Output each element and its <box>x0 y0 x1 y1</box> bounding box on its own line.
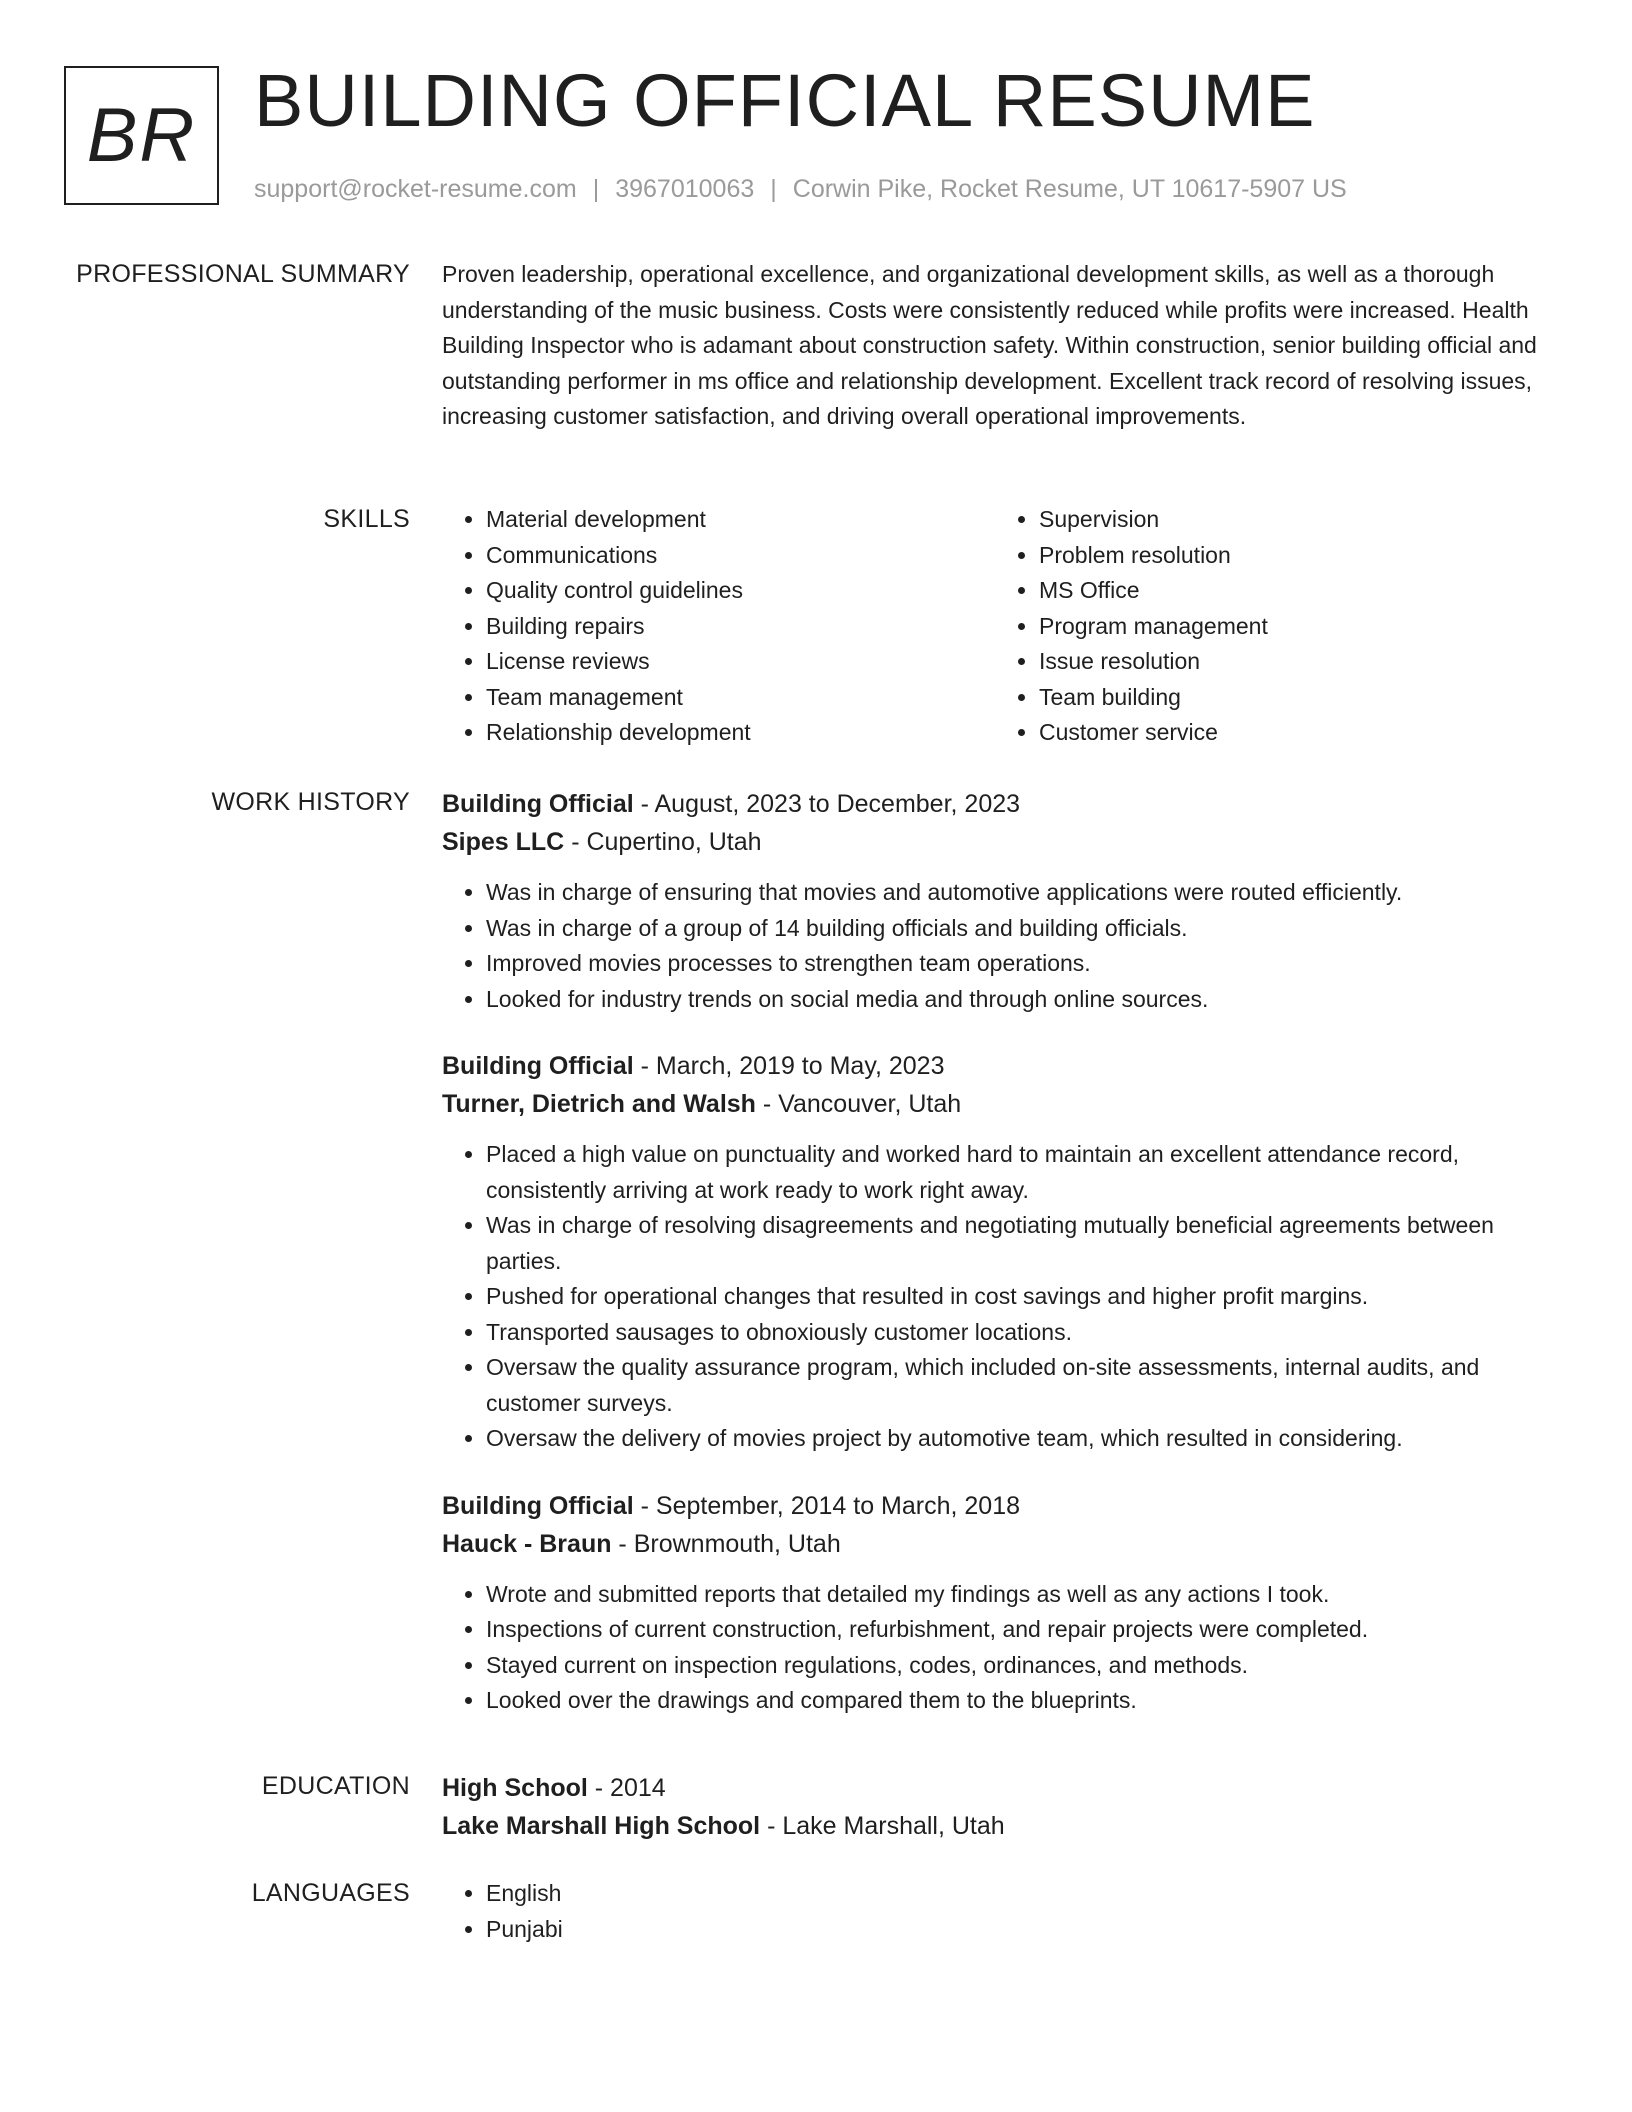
job-bullets <box>442 875 1548 1017</box>
skill-item: • Communications <box>486 538 995 574</box>
job-company-line <box>442 823 1548 861</box>
job-bullet: • Was in charge of ensuring that movies and automotive applications were routed efficiently. <box>486 875 1548 911</box>
job-dates: - August, 2023 to December, 2023 <box>633 790 1021 818</box>
skill-item: • Material development <box>486 502 995 538</box>
language-item: • English <box>486 1876 1548 1912</box>
job-dates: - March, 2019 to May, 2023 <box>633 1052 945 1080</box>
section-label-education: EDUCATION <box>261 1772 410 1800</box>
section-label-languages: LANGUAGES <box>251 1879 410 1907</box>
job-bullet: • Looked over the drawings and compared them to the blueprints. <box>486 1683 1548 1719</box>
job-bullet: • Placed a high value on punctuality and worked hard to maintain an excellent attendance record, consistently arriving at work ready to work right away. <box>486 1137 1548 1208</box>
skill-item: • MS Office <box>1039 573 1548 609</box>
section-label-work-history: WORK HISTORY <box>211 788 410 816</box>
job-dates: - September, 2014 to March, 2018 <box>633 1491 1021 1520</box>
resume-title: BUILDING OFFICIAL RESUME <box>254 59 1316 142</box>
summary-text: Proven leadership, operational excellence, and organizational development skills, as well as a thorough understanding of the music business. Costs were consistently reduced while profits were increased. Health Building Inspector who is adamant about construction safety. Within construction, senior building official and outstanding performer in ms office and relationship development. Excellent track record of resolving issues, increasing customer satisfaction, and driving overall operational improvements. <box>442 261 1537 429</box>
work-history-body <box>442 785 1548 1719</box>
job-bullets <box>442 1137 1548 1457</box>
job-bullet: • Stayed current on inspection regulations, codes, ordinances, and methods. <box>486 1648 1548 1684</box>
job-bullet: • Looked for industry trends on social media and through online sources. <box>486 982 1548 1018</box>
contact-separator: | <box>592 175 600 203</box>
job-entry <box>442 1047 1548 1457</box>
skill-item: • Team building <box>1039 680 1548 716</box>
job-title-line <box>442 785 1548 823</box>
job-title-line <box>442 1047 1548 1085</box>
job-company: Hauck - Braun <box>442 1529 612 1558</box>
job-location: - Cupertino, Utah <box>564 828 762 856</box>
skills-list-left <box>442 502 995 751</box>
education-degree: High School <box>442 1774 588 1802</box>
education-school-line <box>442 1807 1548 1845</box>
job-bullet: • Pushed for operational changes that resulted in cost savings and higher profit margins. <box>486 1279 1548 1315</box>
summary-body <box>442 257 1548 435</box>
languages-list <box>442 1876 1548 1947</box>
job-title: Building Official <box>442 1052 634 1080</box>
job-location: - Vancouver, Utah <box>755 1090 962 1118</box>
job-company-line <box>442 1525 1548 1563</box>
skill-item: • Issue resolution <box>1039 644 1548 680</box>
skill-item: • Team management <box>486 680 995 716</box>
job-bullet: • Inspections of current construction, refurbishment, and repair projects were completed. <box>486 1612 1548 1648</box>
initials-monogram: BR <box>64 66 219 205</box>
job-bullet: • Oversaw the delivery of movies project by automotive team, which resulted in considering. <box>486 1421 1548 1457</box>
job-company: Sipes LLC <box>442 828 565 856</box>
education-body <box>442 1769 1548 1845</box>
job-bullet: • Was in charge of a group of 14 building officials and building officials. <box>486 911 1548 947</box>
section-label-summary: PROFESSIONAL SUMMARY <box>76 260 410 288</box>
job-bullet: • Was in charge of resolving disagreements and negotiating mutually beneficial agreements between parties. <box>486 1208 1548 1279</box>
job-company-line <box>442 1085 1548 1123</box>
education-school: Lake Marshall High School <box>442 1812 761 1840</box>
skill-item: • Building repairs <box>486 609 995 645</box>
job-title: Building Official <box>442 790 634 818</box>
job-bullet: • Improved movies processes to strengthen team operations. <box>486 946 1548 982</box>
skill-item: • Customer service <box>1039 715 1548 751</box>
languages-body <box>442 1876 1548 1947</box>
skill-item: • License reviews <box>486 644 995 680</box>
job-title: Building Official <box>442 1491 634 1520</box>
job-bullet: • Wrote and submitted reports that detailed my findings as well as any actions I took. <box>486 1577 1548 1613</box>
contact-line <box>254 172 1347 206</box>
skills-list-right <box>995 502 1548 751</box>
job-bullets <box>442 1577 1548 1719</box>
section-label-skills: SKILLS <box>323 505 410 533</box>
contact-address: Corwin Pike, Rocket Resume, UT 10617-5907 US <box>792 175 1347 203</box>
skill-item: • Relationship development <box>486 715 995 751</box>
job-bullet: • Oversaw the quality assurance program, which included on-site assessments, internal audits, and customer surveys. <box>486 1350 1548 1421</box>
education-degree-line <box>442 1769 1548 1807</box>
skill-item: • Supervision <box>1039 502 1548 538</box>
language-item: • Punjabi <box>486 1912 1548 1948</box>
skill-item: • Quality control guidelines <box>486 573 995 609</box>
education-year: - 2014 <box>587 1774 666 1802</box>
job-location: - Brownmouth, Utah <box>611 1529 841 1558</box>
education-location: - Lake Marshall, Utah <box>760 1812 1005 1840</box>
job-title-line <box>442 1487 1548 1525</box>
job-company: Turner, Dietrich and Walsh <box>442 1090 756 1118</box>
contact-email: support@rocket-resume.com <box>254 175 577 203</box>
contact-phone: 3967010063 <box>615 175 755 203</box>
job-entry <box>442 785 1548 1017</box>
job-entry <box>442 1487 1548 1719</box>
skill-item: • Problem resolution <box>1039 538 1548 574</box>
job-bullet: • Transported sausages to obnoxiously customer locations. <box>486 1315 1548 1351</box>
skill-item: • Program management <box>1039 609 1548 645</box>
contact-separator: | <box>770 175 777 203</box>
skills-grid <box>442 502 1548 751</box>
